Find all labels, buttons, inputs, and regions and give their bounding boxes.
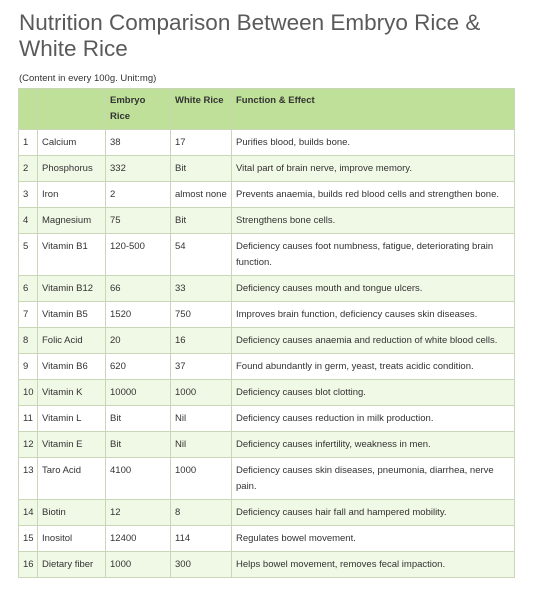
embryo-rice-value: 1520 xyxy=(106,302,171,328)
table-row xyxy=(19,182,515,208)
header-nutrient xyxy=(38,89,106,130)
row-number: 13 xyxy=(19,458,38,500)
table-row xyxy=(19,234,515,276)
white-rice-value: 1000 xyxy=(171,458,232,500)
nutrient-name: Calcium xyxy=(38,130,106,156)
table-row xyxy=(19,552,515,578)
white-rice-value: 114 xyxy=(171,526,232,552)
nutrient-name: Taro Acid xyxy=(38,458,106,500)
table-row xyxy=(19,156,515,182)
white-rice-value: 54 xyxy=(171,234,232,276)
table-row xyxy=(19,432,515,458)
function-effect: Deficiency causes mouth and tongue ulcers. xyxy=(232,276,515,302)
function-effect: Vital part of brain nerve, improve memory. xyxy=(232,156,515,182)
embryo-rice-value: 75 xyxy=(106,208,171,234)
nutrient-name: Biotin xyxy=(38,500,106,526)
table-row xyxy=(19,458,515,500)
white-rice-value: almost none xyxy=(171,182,232,208)
table-row xyxy=(19,302,515,328)
header-embryo-rice: Embryo Rice xyxy=(106,89,171,130)
embryo-rice-value: 10000 xyxy=(106,380,171,406)
function-effect: Strengthens bone cells. xyxy=(232,208,515,234)
table-row xyxy=(19,130,515,156)
nutrient-name: Vitamin K xyxy=(38,380,106,406)
white-rice-value: Bit xyxy=(171,156,232,182)
table-row xyxy=(19,208,515,234)
embryo-rice-value: 38 xyxy=(106,130,171,156)
function-effect: Helps bowel movement, removes fecal impaction. xyxy=(232,552,515,578)
nutrient-name: Iron xyxy=(38,182,106,208)
white-rice-value: Bit xyxy=(171,208,232,234)
white-rice-value: Nil xyxy=(171,432,232,458)
table-row xyxy=(19,406,515,432)
function-effect: Deficiency causes infertility, weakness in men. xyxy=(232,432,515,458)
row-number: 3 xyxy=(19,182,38,208)
table-row xyxy=(19,276,515,302)
function-effect: Purifies blood, builds bone. xyxy=(232,130,515,156)
table-row xyxy=(19,526,515,552)
function-effect: Deficiency causes hair fall and hampered mobility. xyxy=(232,500,515,526)
white-rice-value: 750 xyxy=(171,302,232,328)
nutrient-name: Folic Acid xyxy=(38,328,106,354)
white-rice-value: Nil xyxy=(171,406,232,432)
table-row xyxy=(19,500,515,526)
row-number: 4 xyxy=(19,208,38,234)
embryo-rice-value: Bit xyxy=(106,432,171,458)
nutrition-table xyxy=(18,88,515,578)
nutrient-name: Vitamin B5 xyxy=(38,302,106,328)
embryo-rice-value: 120-500 xyxy=(106,234,171,276)
row-number: 1 xyxy=(19,130,38,156)
function-effect: Deficiency causes reduction in milk production. xyxy=(232,406,515,432)
row-number: 8 xyxy=(19,328,38,354)
nutrient-name: Vitamin E xyxy=(38,432,106,458)
row-number: 9 xyxy=(19,354,38,380)
row-number: 15 xyxy=(19,526,38,552)
embryo-rice-value: Bit xyxy=(106,406,171,432)
function-effect: Improves brain function, deficiency causes skin diseases. xyxy=(232,302,515,328)
embryo-rice-value: 4100 xyxy=(106,458,171,500)
nutrient-name: Inositol xyxy=(38,526,106,552)
function-effect: Regulates bowel movement. xyxy=(232,526,515,552)
header-function-effect: Function & Effect xyxy=(232,89,515,130)
header-white-rice: White Rice xyxy=(171,89,232,130)
white-rice-value: 300 xyxy=(171,552,232,578)
white-rice-value: 16 xyxy=(171,328,232,354)
row-number: 2 xyxy=(19,156,38,182)
white-rice-value: 37 xyxy=(171,354,232,380)
function-effect: Found abundantly in germ, yeast, treats acidic condition. xyxy=(232,354,515,380)
nutrient-name: Vitamin B1 xyxy=(38,234,106,276)
embryo-rice-value: 1000 xyxy=(106,552,171,578)
nutrient-name: Magnesium xyxy=(38,208,106,234)
white-rice-value: 33 xyxy=(171,276,232,302)
function-effect: Deficiency causes anaemia and reduction of white blood cells. xyxy=(232,328,515,354)
row-number: 7 xyxy=(19,302,38,328)
table-row xyxy=(19,328,515,354)
function-effect: Prevents anaemia, builds red blood cells and strengthen bone. xyxy=(232,182,515,208)
white-rice-value: 8 xyxy=(171,500,232,526)
row-number: 10 xyxy=(19,380,38,406)
row-number: 11 xyxy=(19,406,38,432)
embryo-rice-value: 20 xyxy=(106,328,171,354)
nutrient-name: Vitamin L xyxy=(38,406,106,432)
table-row xyxy=(19,354,515,380)
table-row xyxy=(19,380,515,406)
embryo-rice-value: 12400 xyxy=(106,526,171,552)
row-number: 16 xyxy=(19,552,38,578)
embryo-rice-value: 620 xyxy=(106,354,171,380)
nutrient-name: Phosphorus xyxy=(38,156,106,182)
function-effect: Deficiency causes skin diseases, pneumonia, diarrhea, nerve pain. xyxy=(232,458,515,500)
embryo-rice-value: 12 xyxy=(106,500,171,526)
row-number: 14 xyxy=(19,500,38,526)
function-effect: Deficiency causes blot clotting. xyxy=(232,380,515,406)
function-effect: Deficiency causes foot numbness, fatigue, deteriorating brain function. xyxy=(232,234,515,276)
white-rice-value: 17 xyxy=(171,130,232,156)
embryo-rice-value: 2 xyxy=(106,182,171,208)
embryo-rice-value: 66 xyxy=(106,276,171,302)
row-number: 12 xyxy=(19,432,38,458)
header-number xyxy=(19,89,38,130)
nutrient-name: Vitamin B12 xyxy=(38,276,106,302)
white-rice-value: 1000 xyxy=(171,380,232,406)
row-number: 5 xyxy=(19,234,38,276)
embryo-rice-value: 332 xyxy=(106,156,171,182)
table-caption: (Content in every 100g. Unit:mg) xyxy=(19,73,157,84)
table-header-row xyxy=(19,89,515,130)
row-number: 6 xyxy=(19,276,38,302)
nutrient-name: Vitamin B6 xyxy=(38,354,106,380)
nutrient-name: Dietary fiber xyxy=(38,552,106,578)
page-title: Nutrition Comparison Between Embryo Rice & White Rice xyxy=(19,10,481,61)
